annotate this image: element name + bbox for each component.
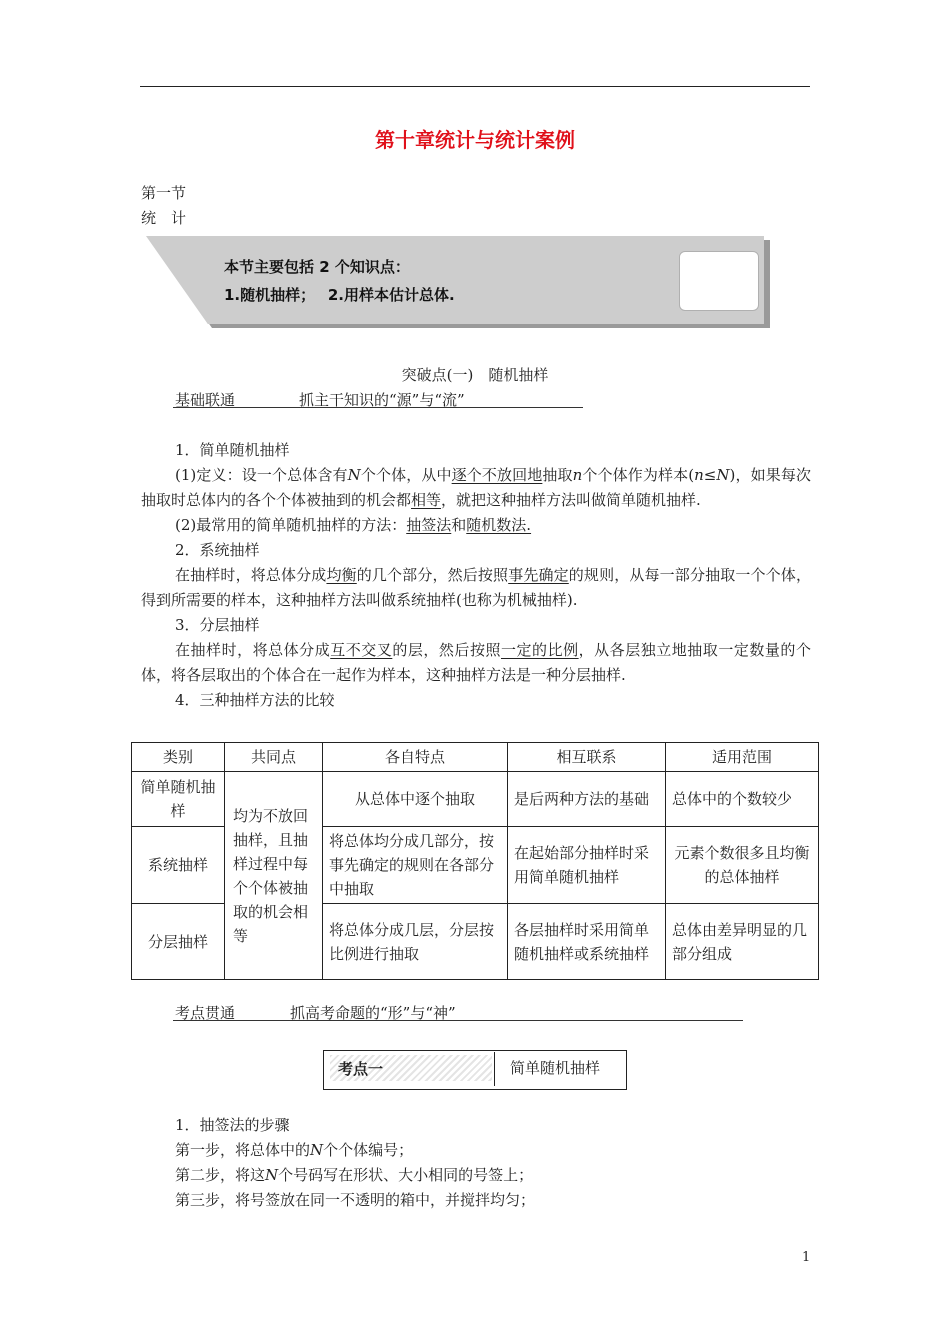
table-header: 共同点 bbox=[225, 743, 323, 772]
table-cell-common: 均为不放回抽样，且抽样过程中每个个体被抽取的机会相等 bbox=[225, 772, 323, 980]
breakthrough-title: 突破点(一) 随机抽样 bbox=[401, 366, 549, 384]
table-header: 相互联系 bbox=[508, 743, 666, 772]
table-header: 各自特点 bbox=[323, 743, 508, 772]
header-rule bbox=[140, 86, 810, 87]
systematic-definition: 在抽样时，将总体分成均衡的几个部分，然后按照事先确定的规则，从每一部分抽取一个个体，得到所需要的样本，这种抽样方法叫做系统抽样(也称为机械抽样). bbox=[141, 566, 811, 609]
table-cell: 分层抽样 bbox=[132, 904, 225, 980]
basic-tagline: 抓主干知识的“源”与“流” bbox=[299, 391, 465, 409]
heading-stratified: 3．分层抽样 bbox=[175, 616, 260, 634]
banner-line-2: 1.随机抽样； 2.用样本估计总体. bbox=[224, 286, 455, 304]
simple-random-definition: (1)定义：设一个总体含有N个个体，从中逐个不放回地抽取n个个体作为样本(n≤N)，如果每次抽取时总体内的各个个体被抽到的机会都相等，就把这种抽样方法叫做简单随机抽样. bbox=[141, 466, 811, 509]
table-cell: 总体中的个数较少 bbox=[666, 772, 819, 827]
table-header-row bbox=[132, 743, 819, 772]
heading-comparison: 4．三种抽样方法的比较 bbox=[175, 691, 335, 709]
step-3: 第三步，将号签放在同一不透明的箱中，并搅拌均匀； bbox=[175, 1191, 536, 1209]
table-cell: 在起始部分抽样时采用简单随机抽样 bbox=[508, 827, 666, 904]
steps-heading: 1．抽签法的步骤 bbox=[175, 1116, 290, 1134]
table-cell: 系统抽样 bbox=[132, 827, 225, 904]
exam-tagline: 抓高考命题的“形”与“神” bbox=[290, 1004, 456, 1022]
table-cell: 是后两种方法的基础 bbox=[508, 772, 666, 827]
banner-line-1: 本节主要包括 2 个知识点： bbox=[224, 258, 410, 276]
table-cell: 将总体均分成几部分，按事先确定的规则在各部分中抽取 bbox=[323, 827, 508, 904]
steps-block bbox=[141, 1113, 811, 1213]
exam-underline bbox=[173, 1020, 743, 1021]
page-number: 1 bbox=[802, 1250, 811, 1265]
table-header: 类别 bbox=[132, 743, 225, 772]
heading-simple-random: 1．简单随机抽样 bbox=[175, 441, 290, 459]
kaodian-title: 简单随机抽样 bbox=[510, 1059, 601, 1077]
chapter-title: 第十章统计与统计案例 bbox=[375, 128, 575, 152]
section-number: 第一节 bbox=[141, 184, 187, 202]
table-header: 适用范围 bbox=[666, 743, 819, 772]
content-block bbox=[141, 438, 811, 713]
comparison-table bbox=[131, 742, 819, 980]
kaodian-divider bbox=[494, 1052, 495, 1086]
stratified-definition: 在抽样时，将总体分成互不交叉的层，然后按照一定的比例，从各层独立地抽取一定数量的个体，将各层取出的个体合在一起作为样本，这种抽样方法是一种分层抽样. bbox=[141, 641, 811, 684]
table-cell: 简单随机抽样 bbox=[132, 772, 225, 827]
table-cell: 从总体中逐个抽取 bbox=[323, 772, 508, 827]
exam-label: 考点贯通 bbox=[175, 1004, 236, 1022]
section-title: 统 计 bbox=[141, 209, 187, 227]
table-cell: 各层抽样时采用简单随机抽样或系统抽样 bbox=[508, 904, 666, 980]
simple-random-methods: (2)最常用的简单随机抽样的方法：抽签法和随机数法. bbox=[175, 516, 532, 534]
basic-underline bbox=[173, 407, 583, 408]
table-row bbox=[132, 772, 819, 827]
basic-label: 基础联通 bbox=[175, 391, 236, 409]
table-cell: 元素个数很多且均衡的总体抽样 bbox=[666, 827, 819, 904]
knowledge-banner bbox=[146, 236, 764, 324]
heading-systematic: 2．系统抽样 bbox=[175, 541, 260, 559]
kaodian-tag: 考点一 bbox=[330, 1055, 492, 1081]
step-2: 第二步，将这N个号码写在形状、大小相同的号签上； bbox=[175, 1166, 534, 1184]
banner-blank-box bbox=[679, 251, 759, 311]
step-1: 第一步，将总体中的N个个体编号； bbox=[175, 1141, 414, 1159]
table-cell: 总体由差异明显的几部分组成 bbox=[666, 904, 819, 980]
table-cell: 将总体分成几层，分层按比例进行抽取 bbox=[323, 904, 508, 980]
